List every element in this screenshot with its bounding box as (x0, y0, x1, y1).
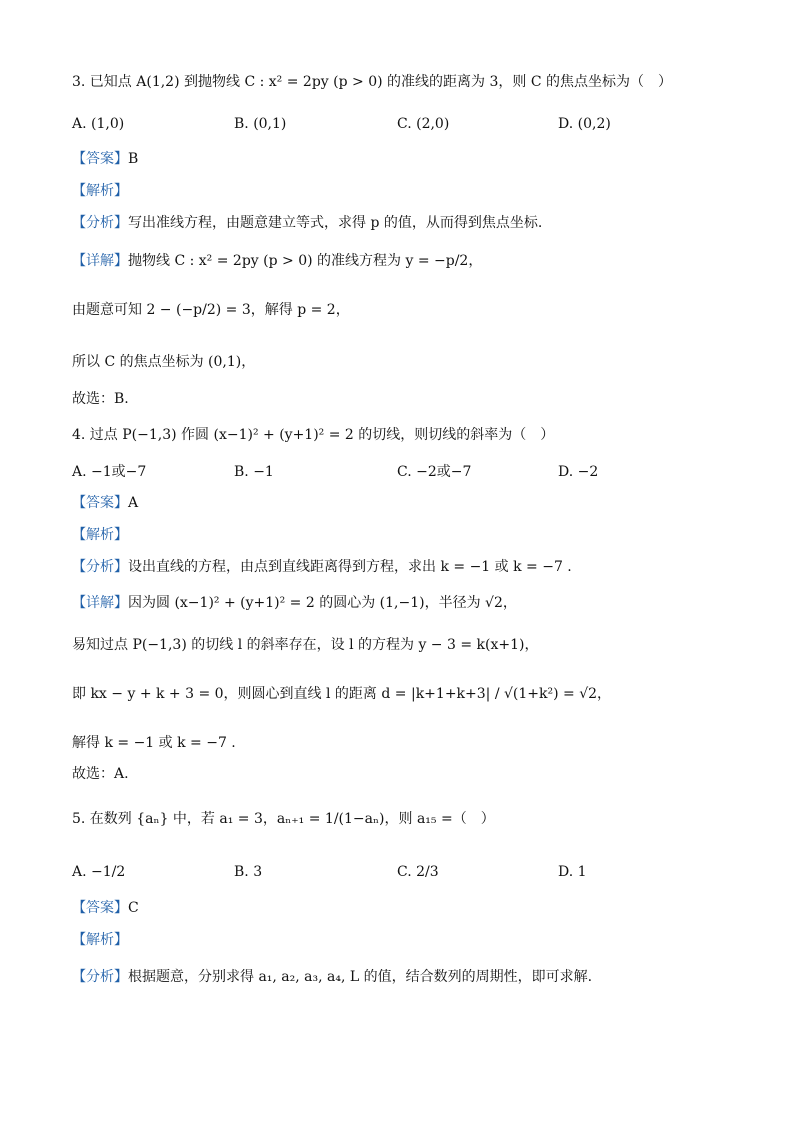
q4-line4: 解得 k = −1 或 k = −7 . (72, 735, 236, 751)
q3-line4: 故选：B. (72, 391, 129, 407)
q3-option-d: D. (0,2) (558, 116, 611, 132)
q5-answer: C (128, 900, 139, 916)
q4-answer-line (72, 493, 754, 513)
q3-fenxi-line (72, 213, 754, 233)
q3-fenxi-tag: 【分析】 (72, 215, 128, 231)
q4-option-b: B. −1 (234, 464, 274, 480)
q3-xiangjie-line (72, 251, 754, 271)
q3-line3: 所以 C 的焦点坐标为 (0,1)， (72, 354, 256, 370)
q3-answer: B (128, 151, 139, 167)
q3-option-a: A. (1,0) (72, 116, 125, 132)
q4-analysis-title: 【解析】 (72, 527, 128, 543)
q4-answer: A (128, 495, 139, 511)
q3-xiangjie: 抛物线 C : x² = 2py (p > 0) 的准线方程为 y = −p/2， (128, 253, 483, 269)
q3-xiangjie-tag: 【详解】 (72, 253, 128, 269)
q3-stem: 3. 已知点 A(1,2) 到抛物线 C : x² = 2py (p > 0) 的准线的距离为 3，则 C 的焦点坐标为（ ） (72, 74, 672, 90)
q5-answer-tag: 【答案】 (72, 900, 128, 916)
q4-option-a: A. −1或−7 (72, 464, 147, 480)
q5-option-b: B. 3 (234, 864, 263, 880)
q3-fenxi: 写出准线方程，由题意建立等式，求得 p 的值，从而得到焦点坐标. (128, 215, 543, 231)
q5-option-a: A. −1/2 (72, 864, 126, 880)
q4-fenxi: 设出直线的方程，由点到直线距离得到方程，求出 k = −1 或 k = −7 . (128, 559, 572, 575)
q4-answer-tag: 【答案】 (72, 495, 128, 511)
q5-stem: 5. 在数列 {aₙ} 中，若 a₁ = 3，aₙ₊₁ = 1/(1−aₙ)，则 a₁₅ =（ ） (72, 811, 495, 827)
q4-fenxi-tag: 【分析】 (72, 559, 128, 575)
q4-stem: 4. 过点 P(−1,3) 作圆 (x−1)² + (y+1)² = 2 的切线，则切线的斜率为（ ） (72, 427, 555, 443)
q3-analysis-title: 【解析】 (72, 183, 128, 199)
q4-xiangjie-line (72, 593, 754, 613)
q5-analysis-title: 【解析】 (72, 932, 128, 948)
q5-fenxi-line (72, 967, 754, 987)
q5-answer-line (72, 898, 754, 918)
q3-option-b: B. (0,1) (234, 116, 287, 132)
q4-xiangjie: 因为圆 (x−1)² + (y+1)² = 2 的圆心为 (1,−1)，半径为 √2， (128, 595, 517, 611)
q4-option-d: D. −2 (558, 464, 599, 480)
q5-option-c: C. 2/3 (397, 864, 439, 880)
q5-fenxi-tag: 【分析】 (72, 969, 128, 985)
q4-line3: 即 kx − y + k + 3 = 0，则圆心到直线 l 的距离 d = |k+1+k+3| / √(1+k²) = √2， (72, 686, 612, 702)
q4-option-c: C. −2或−7 (397, 464, 472, 480)
q5-fenxi: 根据题意，分别求得 a₁, a₂, a₃, a₄, L 的值，结合数列的周期性，即可求解. (128, 969, 593, 985)
q4-xiangjie-tag: 【详解】 (72, 595, 128, 611)
q4-line2: 易知过点 P(−1,3) 的切线 l 的斜率存在，设 l 的方程为 y − 3 = k(x+1)， (72, 637, 539, 653)
q3-line2: 由题意可知 2 − (−p/2) = 3，解得 p = 2， (72, 302, 350, 318)
q3-answer-tag: 【答案】 (72, 151, 128, 167)
q3-answer-line (72, 149, 754, 169)
q4-fenxi-line (72, 557, 754, 577)
q3-option-c: C. (2,0) (397, 116, 450, 132)
q5-option-d: D. 1 (558, 864, 587, 880)
q4-line5: 故选：A. (72, 766, 129, 782)
